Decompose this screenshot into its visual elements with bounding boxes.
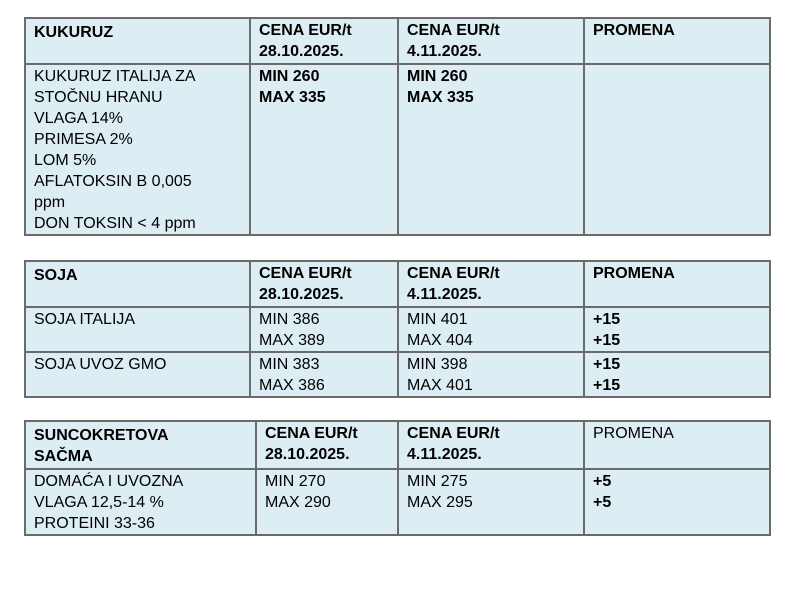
price-change: +15 +15 — [584, 352, 770, 397]
price-change — [584, 64, 770, 235]
table-row — [25, 307, 770, 352]
table-row — [25, 64, 770, 235]
table-row — [25, 469, 770, 535]
table-header-row — [25, 421, 770, 469]
product-name: SUNCOKRETOVA SAČMA — [25, 421, 256, 469]
price-new: MIN 275 MAX 295 — [398, 469, 584, 535]
change-col-header: PROMENA — [584, 261, 770, 307]
table-header-row — [25, 18, 770, 64]
price-col-old-header: CENA EUR/t 28.10.2025. — [250, 18, 398, 64]
product-name: KUKURUZ — [25, 18, 250, 64]
product-name: SOJA — [25, 261, 250, 307]
product-description: SOJA ITALIJA — [25, 307, 250, 352]
suncokretova-sacma-price-table — [24, 420, 771, 536]
price-new: MIN 398 MAX 401 — [398, 352, 584, 397]
price-col-new-header: CENA EUR/t 4.11.2025. — [398, 18, 584, 64]
change-col-header: PROMENA — [584, 18, 770, 64]
product-description: DOMAĆA I UVOZNA VLAGA 12,5-14 % PROTEINI 33-36 — [25, 469, 256, 535]
product-description: SOJA UVOZ GMO — [25, 352, 250, 397]
table-header-row — [25, 261, 770, 307]
price-col-new-header: CENA EUR/t 4.11.2025. — [398, 261, 584, 307]
price-col-old-header: CENA EUR/t 28.10.2025. — [250, 261, 398, 307]
soja-price-table — [24, 260, 771, 398]
price-new: MIN 260 MAX 335 — [398, 64, 584, 235]
price-col-new-header: CENA EUR/t 4.11.2025. — [398, 421, 584, 469]
price-col-old-header: CENA EUR/t 28.10.2025. — [256, 421, 398, 469]
price-change: +15 +15 — [584, 307, 770, 352]
price-new: MIN 401 MAX 404 — [398, 307, 584, 352]
price-old: MIN 260 MAX 335 — [250, 64, 398, 235]
change-col-header: PROMENA — [584, 421, 770, 469]
price-old: MIN 386 MAX 389 — [250, 307, 398, 352]
price-change: +5 +5 — [584, 469, 770, 535]
kukuruz-price-table — [24, 17, 771, 236]
price-old: MIN 270 MAX 290 — [256, 469, 398, 535]
price-old: MIN 383 MAX 386 — [250, 352, 398, 397]
table-row — [25, 352, 770, 397]
product-description: KUKURUZ ITALIJA ZA STOČNU HRANU VLAGA 14% PRIMESA 2% LOM 5% AFLATOKSIN B 0,005 ppm DON TOKSIN < 4 ppm — [25, 64, 250, 235]
